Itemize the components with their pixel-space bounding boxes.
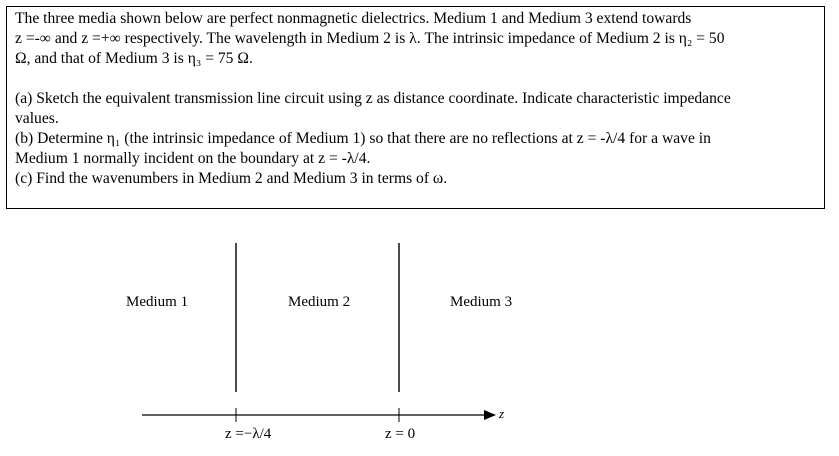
paragraph-gap <box>15 69 816 89</box>
boundary-left-label: z =−λ/4 <box>225 426 272 442</box>
medium-3-label: Medium 3 <box>450 294 513 310</box>
problem-statement-box <box>6 6 825 209</box>
part-a-line-1: (a) Sketch the equivalent transmission line circuit using z as distance coordinate. Indicate characteristic impedance <box>15 90 731 107</box>
media-diagram <box>0 220 839 456</box>
medium-1-label: Medium 1 <box>126 294 189 310</box>
part-b-line-2: Medium 1 normally incident on the boundary at z = -λ/4. <box>15 150 371 167</box>
intro-line-1: The three media shown below are perfect nonmagnetic dielectrics. Medium 1 and Medium 3 extend towards <box>15 10 692 27</box>
intro-line-3: Ω, and that of Medium 3 is η₃ = 75 Ω. <box>15 50 253 67</box>
medium-2-label: Medium 2 <box>288 294 351 310</box>
z-axis-label: z <box>499 406 505 421</box>
part-c-line: (c) Find the wavenumbers in Medium 2 and Medium 3 in terms of ω. <box>15 170 448 187</box>
intro-line-2: z =-∞ and z =+∞ respectively. The wavelength in Medium 2 is λ. The intrinsic impedance of Medium 2 is η₂ = 50 <box>15 30 725 47</box>
part-a-line-2: values. <box>15 110 59 127</box>
part-b-line-1: (b) Determine η₁ (the intrinsic impedance of Medium 1) so that there are no reflections at z = -λ/4 for a wave in <box>15 130 711 147</box>
boundary-right-label: z = 0 <box>385 426 416 442</box>
z-axis-arrowhead <box>484 410 496 420</box>
diagram-lines <box>0 220 839 456</box>
